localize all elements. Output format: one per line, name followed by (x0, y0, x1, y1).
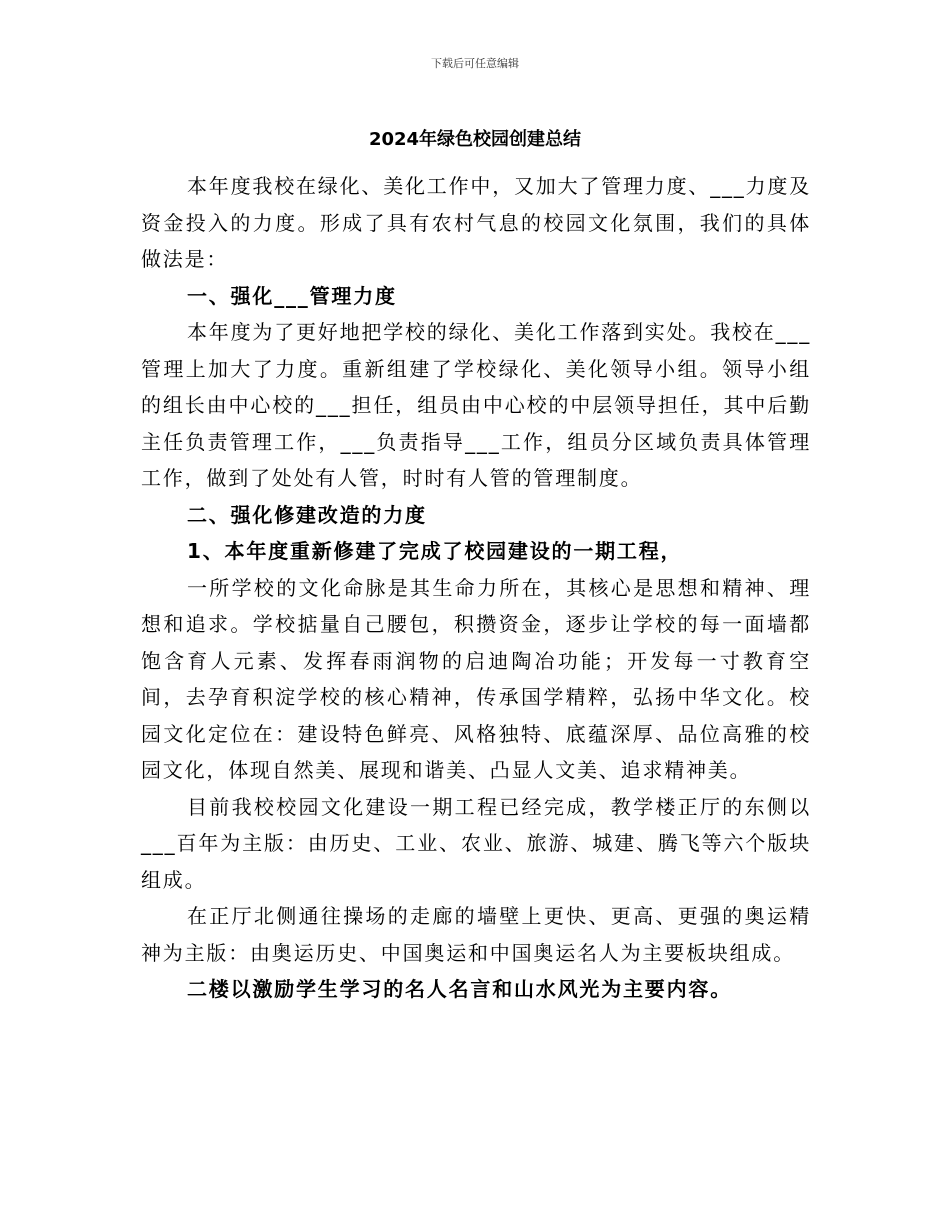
section-heading-1: 一、强化___管理力度 (187, 283, 397, 308)
document-body (141, 168, 811, 1008)
paragraph-culture: 一所学校的文化命脉是其生命力所在，其核心是思想和精神、理想和追求。学校掂量自己腰包，积攒资金，逐步让学校的每一面墙都饱含育人元素、发挥春雨润物的启迪陶冶功能；开发每一寸教育空间，去孕育积淀学校的核心精神，传承国学精粹，弘扬中华文化。校园文化定位在：建设特色鲜亮、风格独特、底蕴深厚、品位高雅的校园文化，体现自然美、展现和谐美、凸显人文美、追求精神美。 (141, 575, 811, 782)
paragraph-second-floor: 二楼以激励学生学习的名人名言和山水风光为主要内容。 (187, 977, 732, 1001)
subsection-heading-1: 1、本年度重新修建了完成了校园建设的一期工程， (187, 539, 683, 563)
document-title: 2024年绿色校园创建总结 (368, 129, 582, 150)
paragraph-phase-one: 目前我校校园文化建设一期工程已经完成，教学楼正厅的东侧以___百年为主版：由历史、工业、农业、旅游、城建、腾飞等六个版块组成。 (141, 794, 811, 892)
header-note: 下载后可任意编辑 (431, 57, 519, 70)
paragraph-management: 本年度为了更好地把学校的绿化、美化工作落到实处。我校在___管理上加大了力度。重新组建了学校绿化、美化领导小组。领导小组的组长由中心校的___担任，组员由中心校的中层领导担任，其中后勤主任负责管理工作，___负责指导___工作，组员分区域负责具体管理工作，做到了处处有人管，时时有人管的管理制度。 (141, 320, 811, 490)
paragraph-intro: 本年度我校在绿化、美化工作中，又加大了管理力度、___力度及资金投入的力度。形成了具有农村气息的校园文化氛围，我们的具体做法是： (141, 174, 811, 271)
section-heading-2: 二、强化修建改造的力度 (187, 502, 427, 527)
paragraph-olympic: 在正厅北侧通往操场的走廊的墙壁上更快、更高、更强的奥运精神为主版：由奥运历史、中国奥运和中国奥运名人为主要板块组成。 (141, 904, 811, 965)
